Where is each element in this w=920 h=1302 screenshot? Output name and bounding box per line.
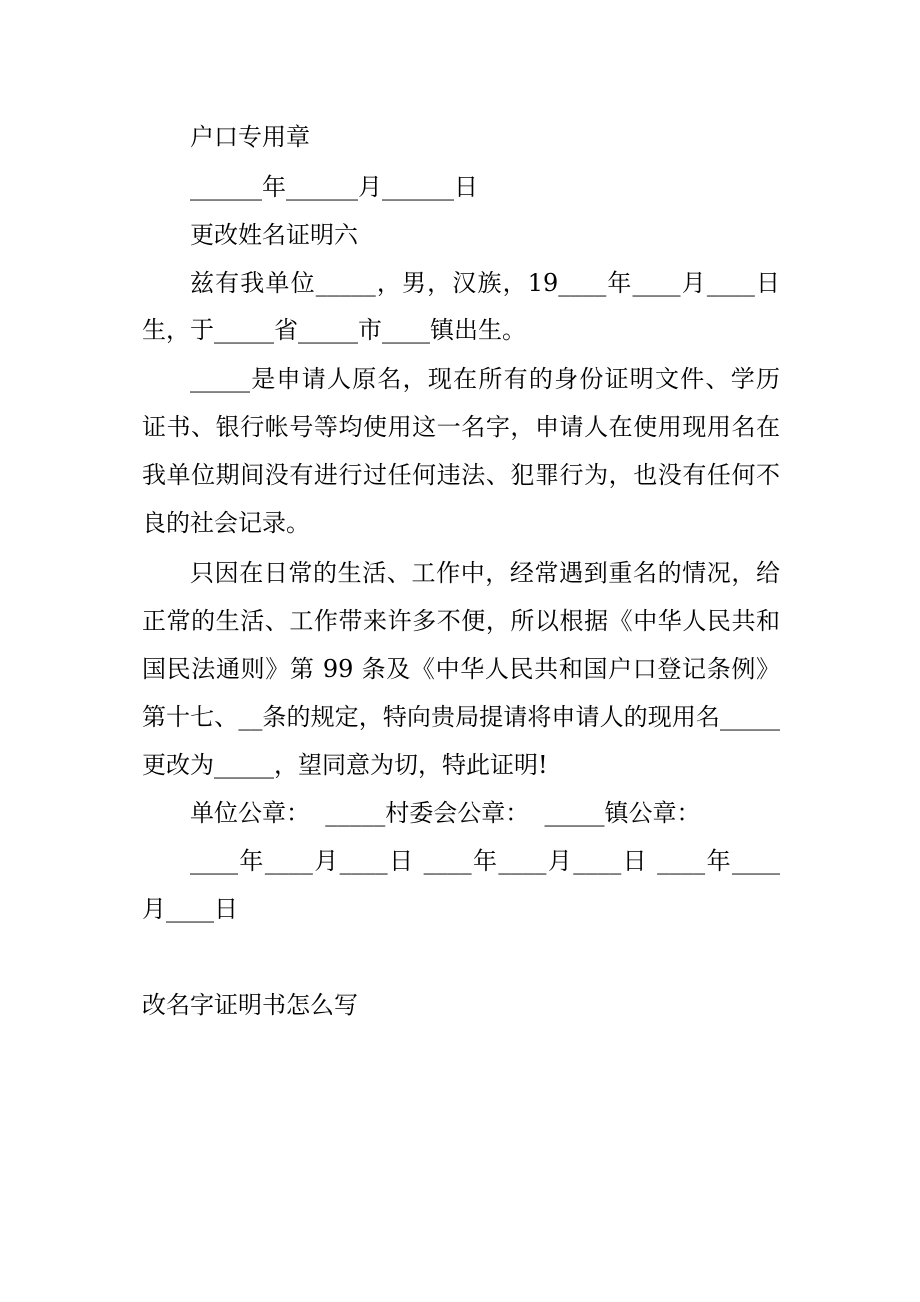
text-line-dates-end: 月____日: [142, 895, 238, 923]
text-line-date: ______年______月______日: [190, 173, 478, 201]
text-line-dates: ____年____月____日 ____年____月____日 ____年____: [190, 847, 780, 875]
text-line: 国民法通则》第 99 条及《中华人民共和国户口登记条例》: [142, 655, 780, 683]
text-line: 第十七、__条的规定，特向贵局提请将申请人的现用名_____: [142, 703, 780, 731]
text-line: 良的社会记录。: [142, 509, 310, 537]
text-line-seal: 户口专用章: [190, 123, 310, 151]
text-line: 只因在日常的生活、工作中，经常遇到重名的情况，给: [190, 559, 780, 587]
section-heading: 更改姓名证明六: [190, 221, 358, 249]
text-line-seals: 单位公章： _____村委会公章： _____镇公章：: [190, 799, 701, 827]
text-line: 正常的生活、工作带来许多不便，所以根据《中华人民共和: [142, 607, 780, 635]
text-line: 兹有我单位_____，男，汉族，19____年____月____日: [190, 269, 780, 297]
text-line: 更改为_____，望同意为切，特此证明!: [142, 751, 548, 779]
text-line: 证书、银行帐号等均使用这一名字，申请人在使用现用名在: [142, 413, 780, 441]
text-line: 我单位期间没有进行过任何违法、犯罪行为，也没有任何不: [142, 461, 780, 489]
text-line: 生，于_____省_____市____镇出生。: [142, 316, 526, 344]
next-section-title: 改名字证明书怎么写: [142, 991, 358, 1019]
text-line: _____是申请人原名，现在所有的身份证明文件、学历: [190, 365, 780, 393]
